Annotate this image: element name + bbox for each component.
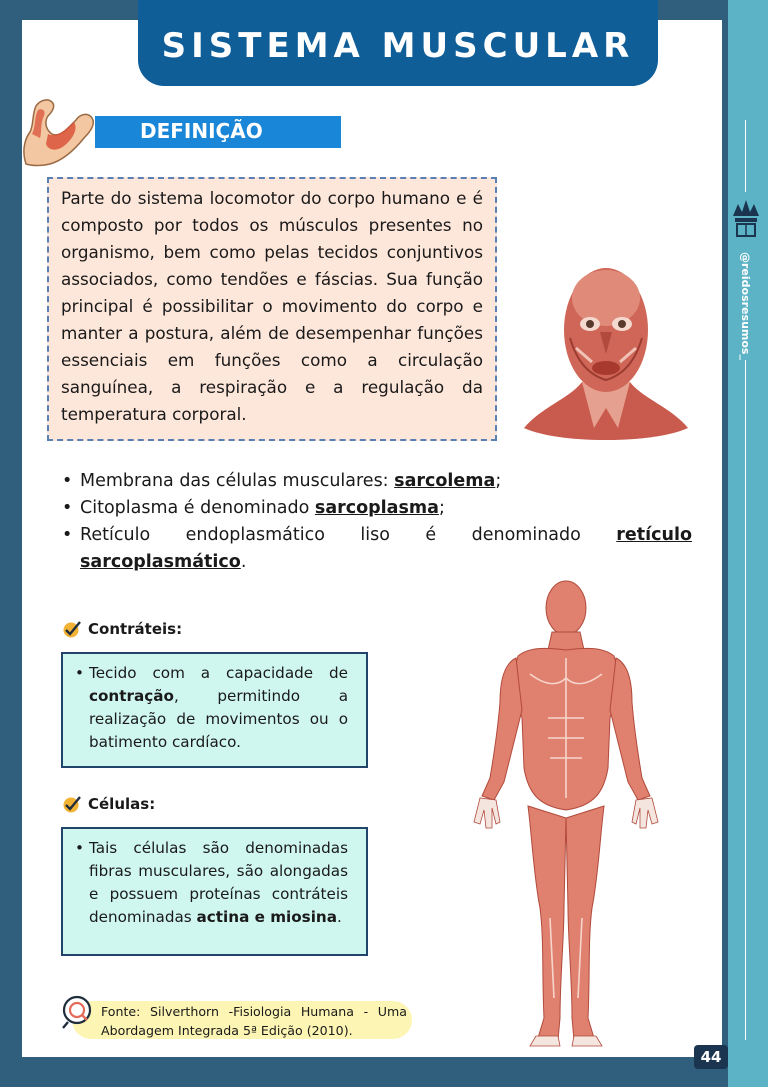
- contrateis-text-end: , permitindo a realização de movimentos ou o batimento cardíaco.: [89, 687, 348, 751]
- page-title: SISTEMA MUSCULAR: [161, 26, 635, 66]
- bullet-term: sarcolema: [394, 471, 496, 491]
- side-divider: [745, 120, 746, 192]
- list-item: [62, 522, 692, 576]
- contrateis-bold: contração: [89, 687, 174, 705]
- definition-text: Parte do sistema locomotor do corpo humano e é composto por todos os músculos presentes no organismo, bem como pelas tecidos conjuntivos associados, como tendões e fáscias. Sua função principal é possibilitar o movimento do corpo e manter a postura, além de desempenhar funções essenciais em funções como a circulação sanguínea, a respiração e a regulação da temperatura corporal.: [61, 188, 483, 424]
- bullet-term: sarcoplasma: [314, 498, 439, 518]
- bullet-text: Retículo endoplasmático liso é denominado: [80, 525, 617, 545]
- bullet-suffix: ;: [495, 471, 502, 491]
- bullet-suffix: ;: [438, 498, 445, 518]
- celulas-bold: actina e miosina: [196, 908, 337, 926]
- list-item: [62, 468, 692, 495]
- celulas-heading-text: Células:: [88, 795, 156, 813]
- celulas-box: [61, 827, 368, 956]
- key-terms-list: [62, 468, 692, 576]
- celulas-heading: [62, 795, 155, 813]
- celulas-text-end: .: [336, 908, 342, 926]
- title-banner: [138, 0, 658, 86]
- contrateis-heading-text: Contráteis:: [88, 620, 183, 638]
- bullet-dot: •: [75, 839, 84, 857]
- celulas-text: Tais células são denominadas fibras musculares, são alongadas e possuem proteínas contráteis denominadas: [89, 839, 348, 926]
- source-text: Fonte: Silverthorn -Fisiologia Humana - Uma Abordagem Integrada 5ª Edição (2010).: [101, 1004, 407, 1038]
- body-muscles-illustration: [470, 578, 662, 1048]
- contrateis-box: [61, 652, 368, 768]
- bullet-text: Membrana das células musculares:: [80, 471, 395, 491]
- side-bar-edge: [722, 0, 728, 1087]
- bullet-text: Citoplasma é denominado: [80, 498, 315, 518]
- side-bar: [724, 0, 768, 1087]
- bullet-dot: •: [75, 664, 84, 682]
- social-handle: [738, 252, 752, 360]
- search-icon: [60, 994, 96, 1030]
- contrateis-text: Tecido com a capacidade de: [89, 664, 348, 682]
- definition-box: [47, 177, 497, 441]
- page-number: 44: [694, 1045, 728, 1069]
- frame-bottom: [0, 1057, 768, 1087]
- arm-muscle-icon: [18, 94, 98, 170]
- contrateis-heading: [62, 620, 182, 638]
- definition-label: DEFINIÇÃO: [140, 119, 263, 143]
- social-handle-text: @reidosresumos_: [739, 252, 752, 360]
- check-icon: [62, 620, 82, 638]
- check-icon: [62, 795, 82, 813]
- bullet-suffix: .: [240, 552, 247, 572]
- bullet-term: retículo sarcoplasmático: [80, 525, 692, 572]
- face-muscles-illustration: [520, 258, 692, 440]
- side-divider: [745, 360, 746, 1040]
- list-item: [62, 495, 692, 522]
- crown-icon: [729, 198, 763, 240]
